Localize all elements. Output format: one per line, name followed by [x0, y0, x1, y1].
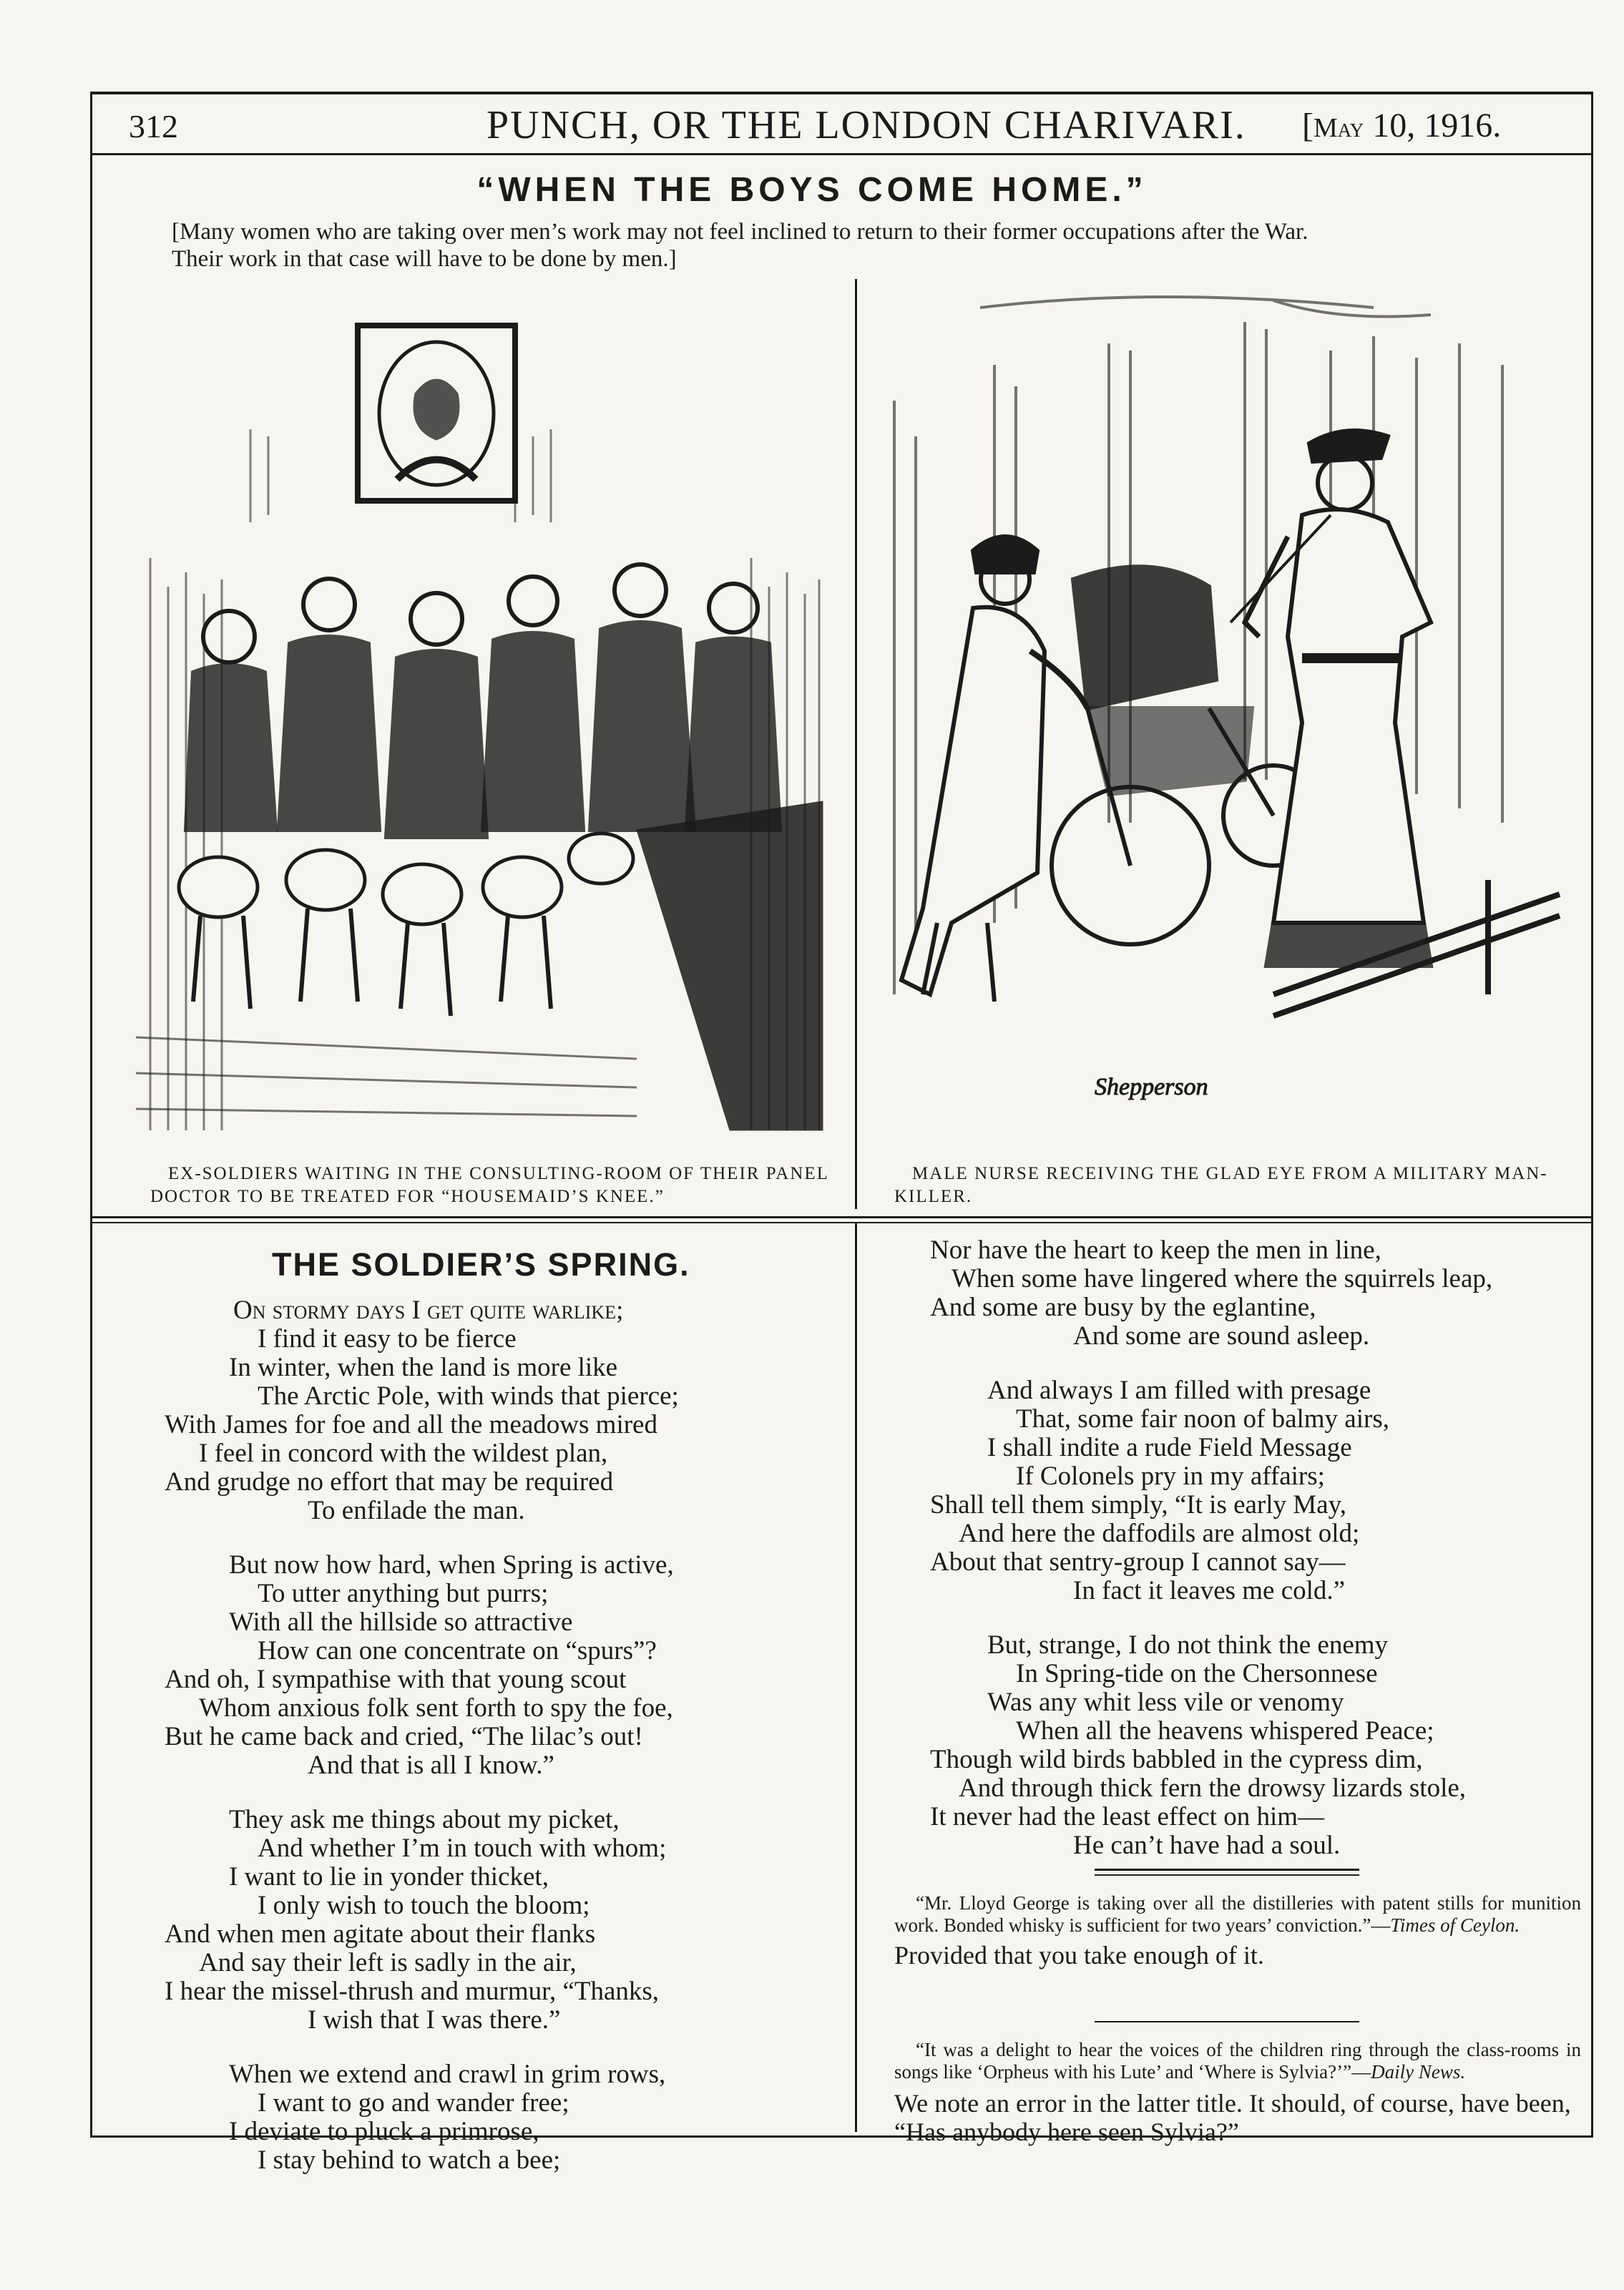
- poem-line: Was any whit less vile or venomy: [987, 1688, 1344, 1717]
- poem-line: When all the heavens whispered Peace;: [1016, 1716, 1434, 1746]
- poem-line: I stay behind to watch a bee;: [258, 2145, 561, 2175]
- poem-line: I deviate to pluck a primrose,: [229, 2117, 539, 2146]
- column-divider: [855, 1223, 857, 2132]
- poem-stanza-2: [165, 1551, 837, 1780]
- poem-line: In fact it leaves me cold.”: [1073, 1576, 1346, 1605]
- poem-line: When some have lingered where the squirrels leap,: [952, 1264, 1493, 1293]
- cartoon-left-panel: [136, 286, 830, 1145]
- poem-line: Shall tell them simply, “It is early May,: [930, 1490, 1346, 1520]
- poem-line: I feel in concord with the wildest plan,: [199, 1439, 608, 1468]
- poem-line: That, some fair noon of balmy airs,: [1016, 1404, 1389, 1434]
- consulting-room-illustration: [136, 286, 830, 1145]
- poem-title: THE SOLDIER’S SPRING.: [272, 1246, 690, 1283]
- poem-line: I only wish to touch the bloom;: [258, 1891, 590, 1920]
- right-frame-rule: [1591, 92, 1593, 2138]
- poem-line: I wish that I was there.”: [308, 2005, 561, 2035]
- cartoon-bottom-rule-2: [90, 1222, 1593, 1223]
- poem-line: But, strange, I do not think the enemy: [987, 1630, 1389, 1660]
- poem-line: And here the daffodils are almost old;: [959, 1519, 1360, 1548]
- date-bracket: [: [1302, 107, 1314, 145]
- poem-line: I hear the missel-thrush and murmur, “Thanks,: [165, 1977, 660, 2006]
- poem-line: And oh, I sympathise with that young scout: [165, 1665, 627, 1694]
- poem-line: And some are sound asleep.: [1073, 1321, 1370, 1351]
- poem-line: On stormy days I get quite warlike;: [233, 1296, 624, 1325]
- poem-line: When we extend and crawl in grim rows,: [229, 2060, 666, 2089]
- quip-1-comment: Provided that you take enough of it.: [894, 1941, 1264, 1970]
- cartoon-panel-divider: [855, 279, 857, 1209]
- cartoon-right-panel: [873, 279, 1581, 1152]
- poem-stanza-3: [165, 1806, 837, 2035]
- poem-line: And through thick fern the drowsy lizards stole,: [959, 1773, 1467, 1803]
- poem-line: But now how hard, when Spring is active,: [229, 1550, 674, 1580]
- poem-line: How can one concentrate on “spurs”?: [258, 1636, 657, 1665]
- artist-signature: Shepperson: [1095, 1074, 1208, 1100]
- quip-1-quote-text: “Mr. Lloyd George is taking over all the distilleries with patent stills for munition work. Bonded whisky is sufficient for two years’ conviction.”—: [894, 1892, 1581, 1936]
- poem-line: In Spring-tide on the Chersonnese: [1016, 1659, 1378, 1688]
- poem-line: To utter anything but purrs;: [258, 1579, 549, 1608]
- poem-column-right: [887, 1236, 1581, 1886]
- poem-stanza-1: [165, 1296, 837, 1525]
- poem-line: And grudge no effort that may be required: [165, 1467, 614, 1497]
- issue-date: [1302, 106, 1501, 145]
- poem-stanza-6: [887, 1631, 1581, 1860]
- poem-line: Whom anxious folk sent forth to spy the foe,: [199, 1693, 673, 1723]
- top-frame-rule: [90, 92, 1593, 94]
- poem-line: To enfilade the man.: [308, 1496, 525, 1525]
- poem-line: I want to go and wander free;: [258, 2088, 569, 2118]
- quip-divider-1: [1095, 1869, 1359, 1871]
- cartoon-title: “WHEN THE BOYS COME HOME.”: [476, 171, 1148, 209]
- male-nurse-illustration: [873, 279, 1581, 1152]
- cartoon-intro: [172, 218, 1545, 273]
- poem-line: Nor have the heart to keep the men in line,: [930, 1235, 1381, 1265]
- poem-line: It never had the least effect on him—: [930, 1802, 1325, 1831]
- poem-line: If Colonels pry in my affairs;: [1016, 1462, 1325, 1491]
- poem-stanza-4-start: [165, 2060, 837, 2175]
- quip-divider-2: [1095, 2021, 1359, 2022]
- quip-1-quote: [894, 1892, 1581, 1937]
- poem-column-left: [165, 1296, 837, 2201]
- poem-line: And say their left is sadly in the air,: [199, 1948, 577, 1977]
- quip-2-source: Daily News.: [1371, 2061, 1466, 2083]
- quip-2-quote-text: “It was a delight to hear the voices of the children ring through the class-rooms in songs like ‘Orpheus with his Lute’ and ‘Where is Sylvia?’”—: [894, 2039, 1581, 2083]
- poem-stanza-5: [887, 1376, 1581, 1605]
- right-cartoon-caption: MALE NURSE RECEIVING THE GLAD EYE FROM A MILITARY MAN-KILLER.: [894, 1164, 1548, 1206]
- date-rest: 10, 1916.: [1364, 107, 1502, 145]
- poem-line: He can’t have had a soul.: [1073, 1831, 1341, 1860]
- quip-2-quote: [894, 2039, 1581, 2083]
- poem-line: About that sentry-group I cannot say—: [930, 1547, 1346, 1577]
- quip-2-comment: We note an error in the latter title. It should, of course, have been, “Has anybody here seen Sylvia?”: [894, 2089, 1571, 2146]
- page-number: 312: [129, 108, 178, 145]
- poem-line: And that is all I know.”: [308, 1751, 554, 1780]
- poem-line: And when men agitate about their flanks: [165, 1919, 596, 1949]
- cartoon-intro-line-2: Their work in that case will have to be done by men.]: [172, 246, 677, 272]
- header-underline: [90, 153, 1593, 155]
- poem-line: And always I am filled with presage: [987, 1376, 1371, 1405]
- poem-stanza-4-end: [887, 1236, 1581, 1351]
- poem-line: And some are busy by the eglantine,: [930, 1293, 1316, 1322]
- left-cartoon-caption: EX-SOLDIERS WAITING IN THE CONSULTING-ROOM OF THEIR PANEL DOCTOR TO BE TREATED FOR “HOUSEMAID’S KNEE.”: [150, 1164, 829, 1206]
- poem-line: I want to lie in yonder thicket,: [229, 1862, 549, 1892]
- poem-line: They ask me things about my picket,: [229, 1805, 620, 1834]
- poem-line: With James for foe and all the meadows mired: [165, 1410, 657, 1439]
- date-month: May: [1313, 113, 1364, 143]
- poem-line: In winter, when the land is more like: [229, 1353, 618, 1382]
- left-frame-rule: [90, 92, 92, 2138]
- cartoon-intro-line-1: [Many women who are taking over men’s work may not feel inclined to return to their former occupations after the War.: [172, 219, 1309, 245]
- cartoon-bottom-rule: [90, 1216, 1593, 1218]
- poem-line: I shall indite a rude Field Message: [987, 1433, 1352, 1462]
- poem-line: But he came back and cried, “The lilac’s out!: [165, 1722, 643, 1751]
- poem-line: With all the hillside so attractive: [229, 1608, 573, 1637]
- poem-line: I find it easy to be fierce: [258, 1324, 517, 1354]
- quip-divider-1b: [1095, 1874, 1359, 1876]
- masthead: PUNCH, OR THE LONDON CHARIVARI.: [486, 103, 1246, 147]
- poem-line: The Arctic Pole, with winds that pierce;: [258, 1381, 679, 1411]
- poem-line: And whether I’m in touch with whom;: [258, 1834, 667, 1863]
- poem-line: Though wild birds babbled in the cypress dim,: [930, 1745, 1423, 1774]
- quip-1-source: Times of Ceylon.: [1390, 1914, 1520, 1936]
